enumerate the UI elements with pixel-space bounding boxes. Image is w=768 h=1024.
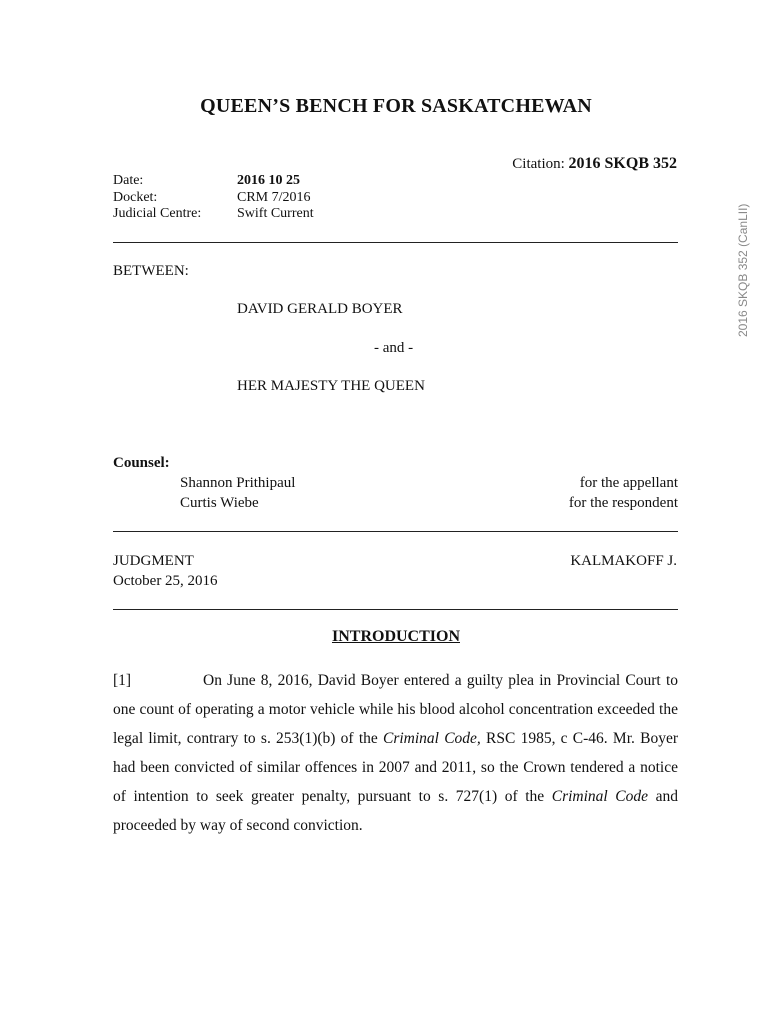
paragraph-text-1: On June 8, 2016, David Boyer entered a guilty plea in Provincial Court to one count of operating a motor vehicle while his blood alcohol concentration exceeded the legal limit, contrary to s. 253(1)(b) of the: [113, 672, 678, 747]
judge-name: KALMAKOFF J.: [570, 553, 677, 569]
case-metadata: [113, 173, 314, 223]
counsel-name: Shannon Prithipaul: [180, 475, 296, 491]
and-separator: - and -: [374, 340, 414, 356]
judicial-centre-value: Swift Current: [237, 206, 314, 221]
respondent-name: HER MAJESTY THE QUEEN: [237, 378, 425, 394]
citation-label: Citation:: [512, 156, 565, 172]
canlii-watermark: 2016 SKQB 352 (CanLII): [736, 203, 750, 337]
counsel-row-respondent: [180, 495, 678, 512]
counsel-role: for the respondent: [568, 495, 678, 511]
paragraph-text-3: and proceeded by way of second conviction.: [113, 788, 679, 834]
section-heading: INTRODUCTION: [331, 628, 460, 645]
judgment-date: October 25, 2016: [113, 573, 218, 589]
divider-bottom: [113, 609, 678, 610]
date-row: [113, 173, 314, 190]
between-label: BETWEEN:: [113, 263, 189, 279]
paragraph-text-2: RSC 1985, c C-46. Mr. Boyer had been convicted of similar offences in 2007 and 2011, so the Crown tendered a notice of intention to seek greater penalty, pursuant to s. 727(1) of the: [113, 730, 678, 805]
counsel-row-appellant: [180, 475, 678, 492]
docket-label: Docket:: [113, 189, 158, 205]
counsel-name: Curtis Wiebe: [180, 495, 259, 511]
counsel-role: for the appellant: [579, 475, 678, 491]
judicial-centre-label: Judicial Centre:: [113, 206, 202, 221]
appellant-name: DAVID GERALD BOYER: [237, 301, 403, 317]
paragraph-number: [1]: [113, 672, 132, 689]
paragraph-italic-2: Criminal Code: [551, 788, 649, 805]
citation-value: 2016 SKQB 352: [568, 155, 677, 172]
divider-top: [113, 242, 678, 243]
docket-value: CRM 7/2016: [237, 189, 311, 205]
date-label: Date:: [113, 173, 144, 188]
paragraph-italic-1: Criminal Code,: [383, 730, 481, 747]
citation: [512, 155, 677, 173]
docket-row: [113, 190, 314, 207]
date-value: 2016 10 25: [237, 173, 300, 188]
paragraph-1: [113, 666, 678, 840]
judgment-label: JUDGMENT: [113, 553, 194, 569]
court-title: QUEEN’S BENCH FOR SASKATCHEWAN: [200, 95, 592, 117]
counsel-label: Counsel:: [113, 455, 170, 471]
judicial-centre-row: [113, 206, 314, 223]
divider-middle: [113, 531, 678, 532]
